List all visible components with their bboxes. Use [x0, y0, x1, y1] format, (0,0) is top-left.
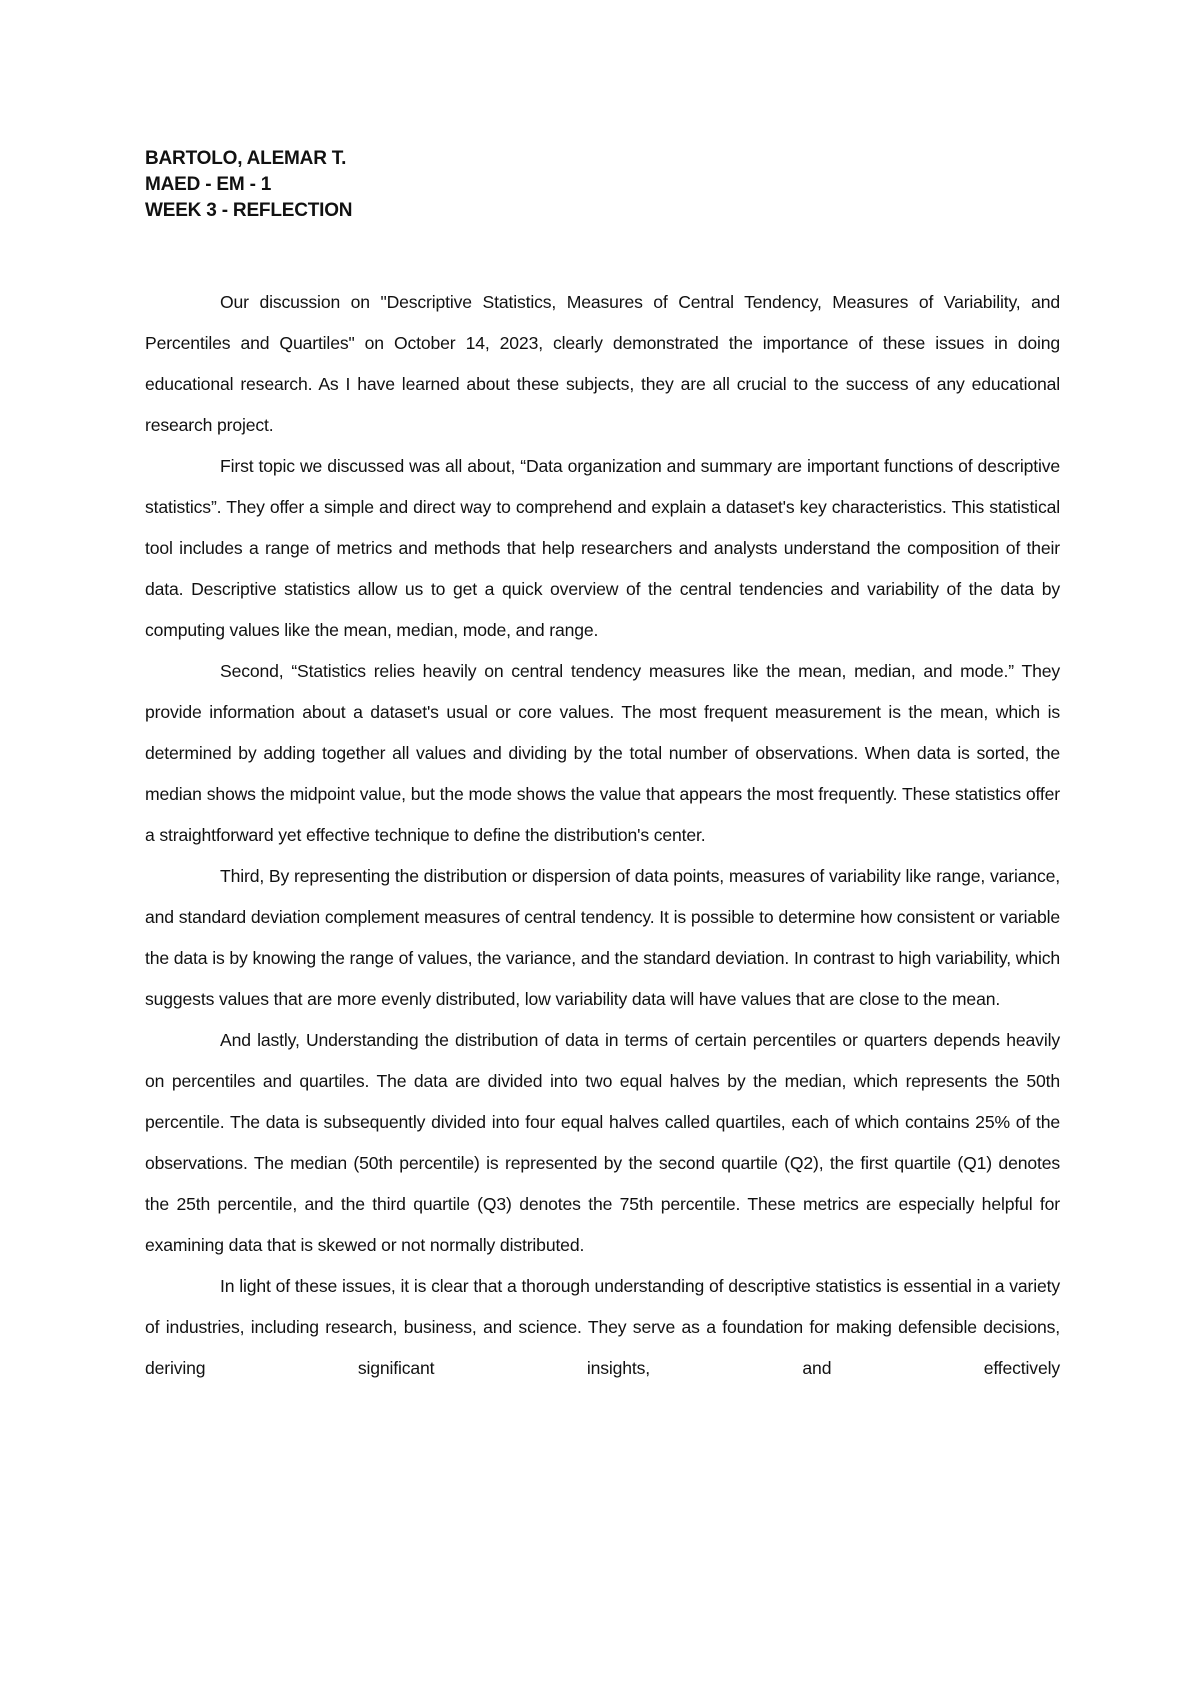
course-code: MAED - EM - 1	[145, 174, 272, 195]
author-name: BARTOLO, ALEMAR T.	[145, 148, 347, 169]
paragraph-second-topic: Second, “Statistics relies heavily on central tendency measures like the mean, median, and mode.” They provide information about a dataset's usual or core values. The most frequent measurement is the mean, which is determined by adding together all values and dividing by the total number of observations. When data is sorted, the median shows the midpoint value, but the mode shows the value that appears the most frequently. These statistics offer a straightforward yet effective technique to define the distribution's center.	[145, 661, 1060, 845]
paragraph-third-topic: Third, By representing the distribution or dispersion of data points, measures of variability like range, variance, and standard deviation complement measures of central tendency. It is possible to determine how consistent or variable the data is by knowing the range of values, the variance, and the standard deviation. In contrast to high variability, which suggests values that are more evenly distributed, low variability data will have values that are close to the mean.	[145, 866, 1060, 1009]
paragraph-last-topic: And lastly, Understanding the distribution of data in terms of certain percentiles or quarters depends heavily on percentiles and quartiles. The data are divided into two equal halves by the median, which represents the 50th percentile. The data is subsequently divided into four equal halves called quartiles, each of which contains 25% of the observations. The median (50th percentile) is represented by the second quartile (Q2), the first quartile (Q1) denotes the 25th percentile, and the third quartile (Q3) denotes the 75th percentile. These metrics are especially helpful for examining data that is skewed or not normally distributed.	[145, 1030, 1060, 1255]
paragraph-first-topic: First topic we discussed was all about, “Data organization and summary are important functions of descriptive statistics”. They offer a simple and direct way to comprehend and explain a dataset's key characteristics. This statistical tool includes a range of metrics and methods that help researchers and analysts understand the composition of their data. Descriptive statistics allow us to get a quick overview of the central tendencies and variability of the data by computing values like the mean, median, mode, and range.	[145, 456, 1060, 640]
document-header	[145, 146, 745, 224]
paragraph-conclusion: In light of these issues, it is clear that a thorough understanding of descriptive statistics is essential in a variety of industries, including research, business, and science. They serve as a foundation for making defensible decisions, deriving significant insights, and effectively	[145, 1276, 1060, 1378]
document-title: WEEK 3 - REFLECTION	[145, 200, 353, 221]
document-body	[145, 282, 1060, 1389]
paragraph-intro: Our discussion on "Descriptive Statistics, Measures of Central Tendency, Measures of Variability, and Percentiles and Quartiles" on October 14, 2023, clearly demonstrated the importance of these issues in doing educational research. As I have learned about these subjects, they are all crucial to the success of any educational research project.	[145, 292, 1060, 435]
